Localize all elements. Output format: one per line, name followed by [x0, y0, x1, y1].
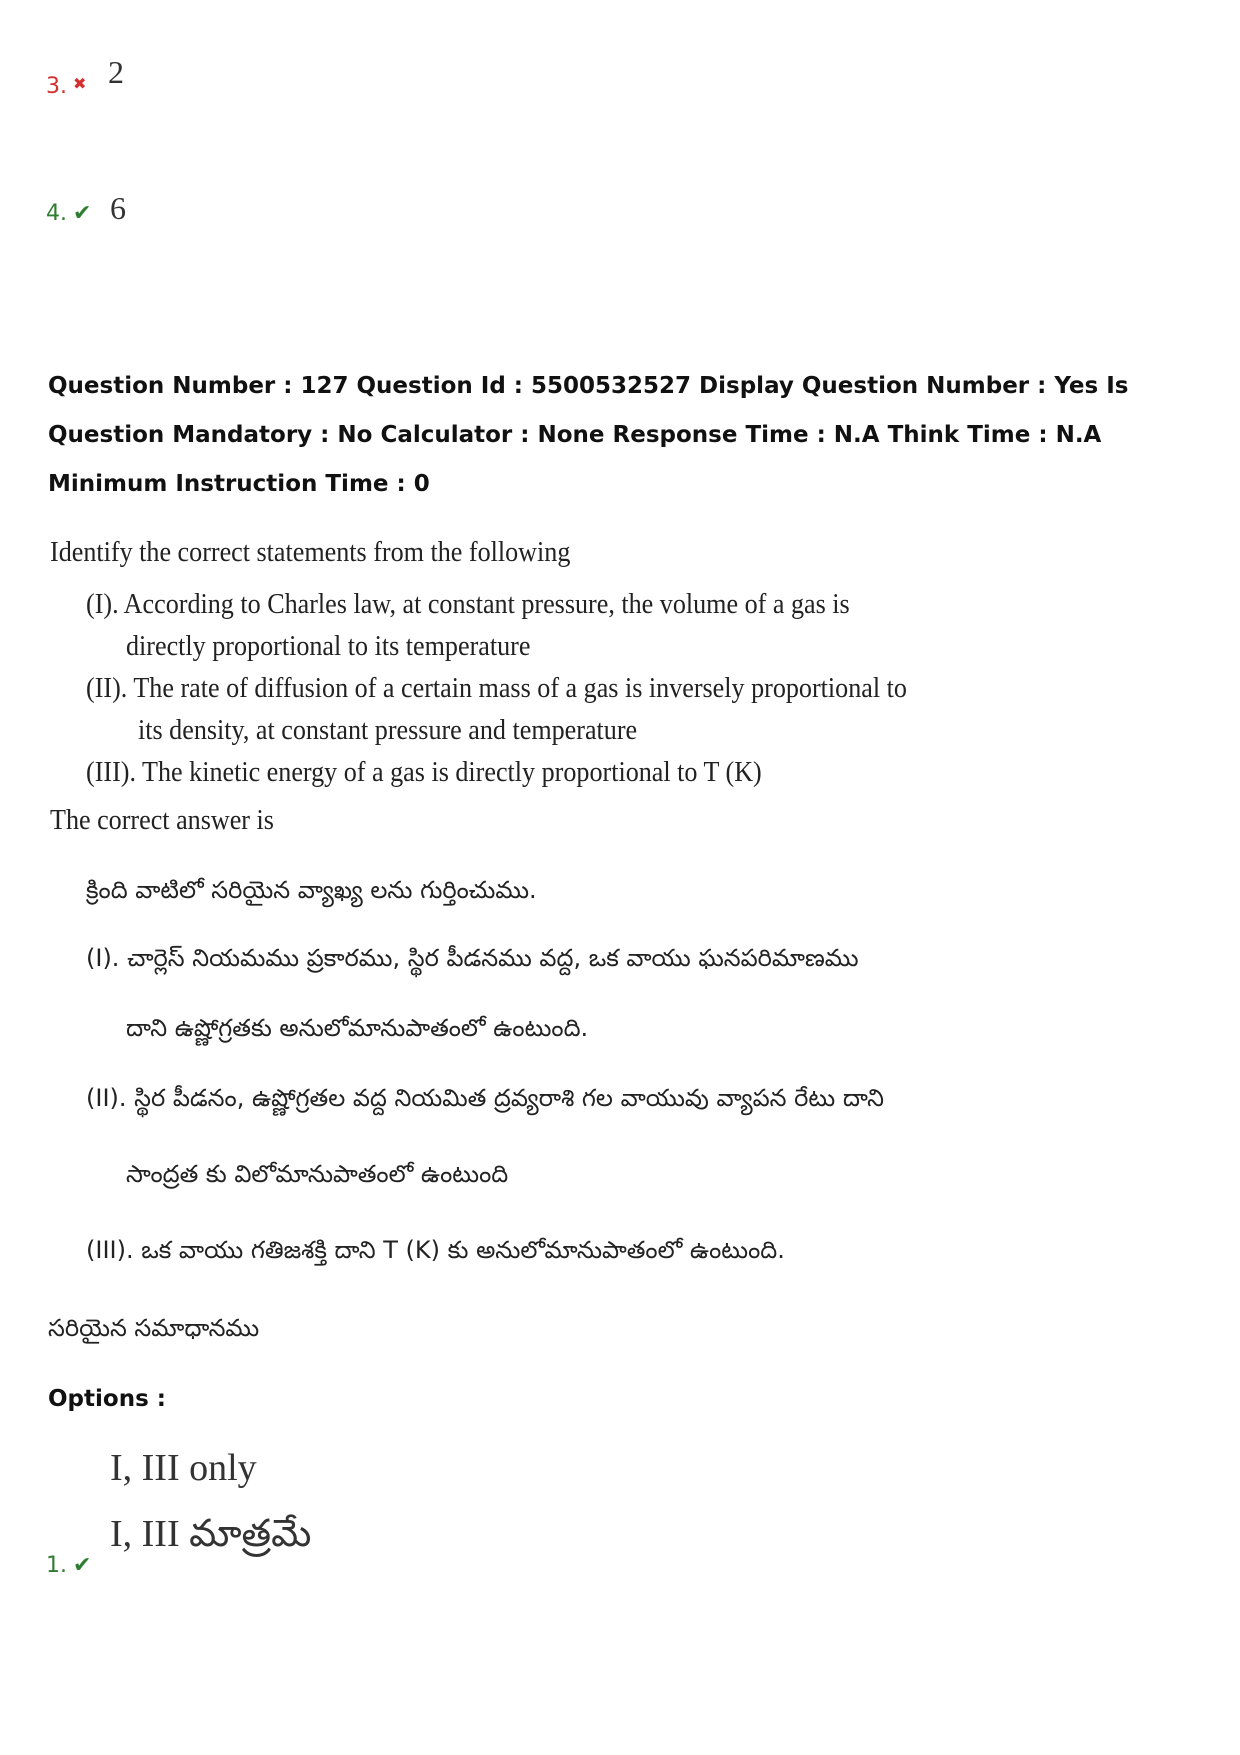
statement-1-en: (I). According to Charles law, at constant pressure, the volume of a gas is: [86, 588, 850, 620]
check-icon: ✔: [73, 200, 92, 225]
statement-1-en-cont: directly proportional to its temperature: [126, 630, 531, 662]
statement-2-en: (II). The rate of diffusion of a certain mass of a gas is inversely proportional to: [86, 672, 907, 704]
statement-3-en: (III). The kinetic energy of a gas is directly proportional to T (K): [86, 756, 762, 788]
statement-1-te-cont: దాని ఉష్ణోగ్రతకు అనులోమానుపాతంలో ఉంటుంది.: [126, 1014, 589, 1042]
check-icon: ✔: [73, 1552, 92, 1577]
question-outro-en: The correct answer is: [50, 804, 274, 836]
option-3-value: 2: [108, 54, 124, 90]
option-number: 4.: [46, 201, 67, 226]
statement-2-en-cont: its density, at constant pressure and temperature: [138, 714, 638, 746]
option-1: [46, 1552, 91, 1578]
options-label: Options :: [48, 1386, 166, 1412]
option-1-text-te: I, III మాత్రమే: [110, 1513, 312, 1555]
question-metadata: Question Number : 127 Question Id : 5500532527 Display Question Number : Yes Is Question Mandatory : No Calculator : None Response Time : N.A Think Time : N.A Minimum Instruction Time : 0: [48, 373, 1129, 497]
question-intro-te: క్రింది వాటిలో సరియైన వ్యాఖ్య లను గుర్తించుము.: [86, 876, 537, 904]
option-4-value: 6: [110, 190, 126, 226]
question-outro-te: సరియైన సమాధానము: [48, 1314, 260, 1342]
statement-3-te: (III). ఒక వాయు గతిజశక్తి దాని T (K) కు అనులోమానుపాతంలో ఉంటుంది.: [86, 1236, 785, 1264]
option-number: 3.: [46, 74, 67, 99]
option-1-text-en: I, III only: [110, 1447, 257, 1489]
option-4: [46, 200, 91, 226]
question-intro-en: Identify the correct statements from the following: [50, 536, 571, 568]
cross-icon: ✖: [73, 76, 87, 93]
statement-2-te-cont: సాంద్రత కు విలోమానుపాతంలో ఉంటుంది: [126, 1160, 509, 1188]
option-number: 1.: [46, 1553, 67, 1578]
statement-1-te: (I). చార్లెస్ నియమము ప్రకారము, స్థిర పీడనము వద్ద, ఒక వాయు ఘనపరిమాణము: [86, 944, 859, 972]
statement-2-te: (II). స్థిర పీడనం, ఉష్ణోగ్రతల వద్ద నియమిత ద్రవ్యరాశి గల వాయువు వ్యాపన రేటు దాని: [86, 1084, 884, 1112]
option-3: [46, 74, 86, 99]
